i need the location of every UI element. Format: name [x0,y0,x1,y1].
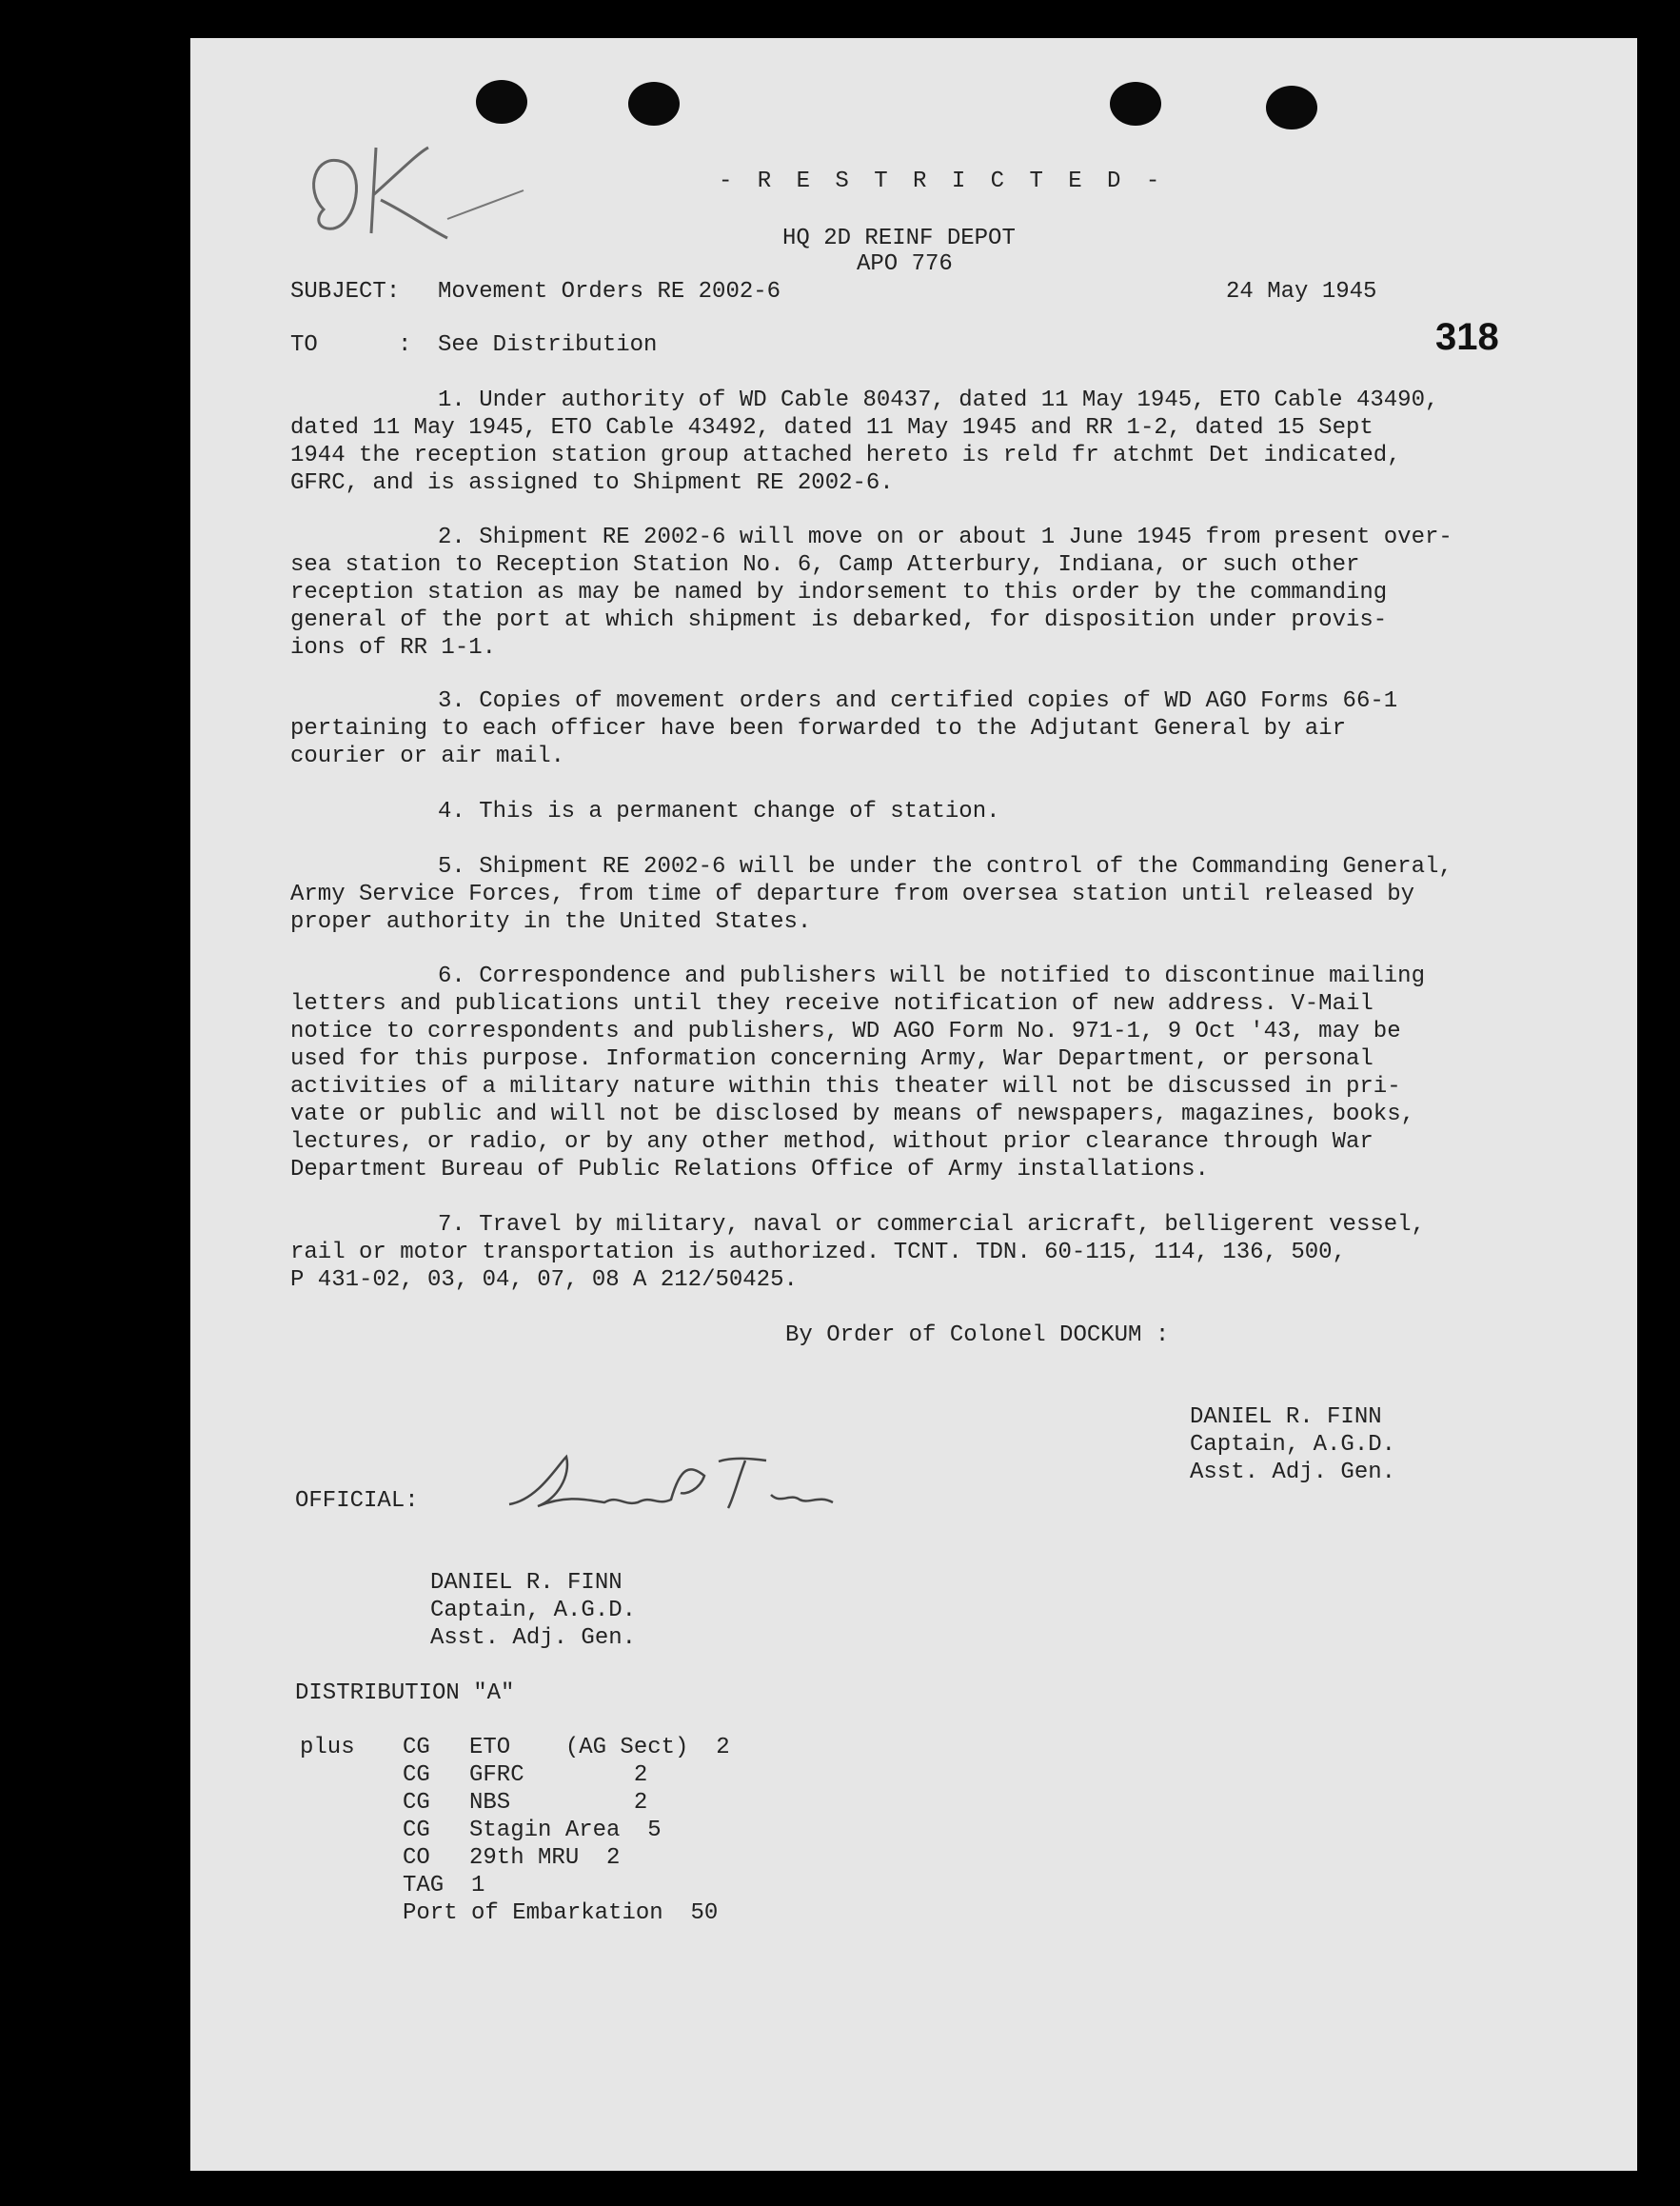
distribution-list [300,1735,738,1928]
distribution-cell: Port of Embarkation 50 [403,1900,719,1926]
paragraph-5: 5. Shipment RE 2002-6 will be under the control of the Commanding General, Army Service Forces, from time of departure from oversea station until released by proper authority in the United States. [290,854,1453,935]
distribution-row [300,1900,738,1928]
punch-hole [1110,82,1161,126]
subject-text: Movement Orders RE 2002-6 [438,279,781,305]
signer-title-official: Asst. Adj. Gen. [430,1625,637,1651]
by-order-line: By Order of Colonel DOCKUM : [785,1322,1170,1348]
distribution-cell: TAG 1 [403,1873,485,1898]
signature-text: Daniel R. Finn [500,1447,508,1448]
distribution-cell: ETO (AG Sect) 2 [469,1735,730,1760]
punch-hole [1266,86,1317,129]
distribution-cell: 29th MRU 2 [469,1845,621,1871]
distribution-row [300,1818,738,1845]
distribution-cell: CG [403,1790,430,1816]
to-label: TO [290,332,318,358]
ok-stamp [286,133,533,257]
distribution-cell: CG [403,1762,430,1788]
distribution-row [300,1735,738,1762]
distribution-row [300,1790,738,1818]
distribution-cell: CO [403,1845,430,1871]
official-label: OFFICIAL: [295,1488,419,1514]
order-date: 24 May 1945 [1226,279,1377,305]
paragraph-6: 6. Correspondence and publishers will be notified to discontinue mailing letters and publications until they receive notification of new address. V-Mail notice to correspondents and publishers, WD AGO Form No. 971-1, 9 Oct '43, may be used for this purpose. Information concerning Army, War Department, or personal activities of a military nature within this theater will not be discussed in pri- vate or public and will not be disclosed by means of newspapers, magazines, books, lectures, or radio, or by any other method, without prior clearance through War Department Bureau of Public Relations Office of Army installations. [290,964,1425,1182]
signer-name-right: DANIEL R. FINN [1190,1404,1382,1430]
distribution-cell [300,1762,403,1790]
distribution-row [300,1762,738,1790]
distribution-cell [300,1818,403,1845]
distribution-cell [300,1790,403,1818]
paragraph-7: 7. Travel by military, naval or commercial aricraft, belligerent vessel, rail or motor transportation is authorized. TCNT. TDN. 60-115, 114, 136, 500, P 431-02, 03, 04, 07, 08 A 212/50425. [290,1212,1425,1293]
distribution-row [300,1845,738,1873]
distribution-cell [300,1845,403,1873]
signature [500,1447,852,1523]
signer-rank-right: Captain, A.G.D. [1190,1432,1396,1458]
signer-rank-official: Captain, A.G.D. [430,1598,637,1623]
punch-hole [628,82,680,126]
distribution-title: DISTRIBUTION "A" [295,1680,515,1706]
distribution-cell [300,1900,403,1928]
distribution-cell [300,1873,403,1900]
distribution-cell: CG [403,1818,430,1843]
paragraph-2: 2. Shipment RE 2002-6 will move on or about 1 June 1945 from present over- sea station to Reception Station No. 6, Camp Atterbury, Indiana, or such other reception station as may be named by indorsement to this order by the commanding general of the port at which shipment is debarked, for disposition under provis- ions of RR 1-1. [290,525,1453,661]
distribution-row [300,1873,738,1900]
to-text: See Distribution [438,332,658,358]
distribution-cell: CG [403,1735,430,1760]
signer-title-right: Asst. Adj. Gen. [1190,1460,1396,1485]
distribution-cell: NBS 2 [469,1790,648,1816]
paragraph-3: 3. Copies of movement orders and certified copies of WD AGO Forms 66-1 pertaining to each officer have been forwarded to the Adjutant General by air courier or air mail. [290,688,1398,769]
distribution-cell: Stagin Area 5 [469,1818,662,1843]
ok-stamp-text: OK [286,133,287,134]
apo-number: APO 776 [857,251,953,277]
subject-label: SUBJECT: [290,279,401,305]
punch-hole [476,80,527,124]
page-number: 318 [1435,316,1499,358]
paragraph-4: 4. This is a permanent change of station. [438,799,1000,825]
to-colon: : [398,332,412,358]
classification-header: - R E S T R I C T E D - [719,169,1166,194]
distribution-cell: GFRC 2 [469,1762,648,1788]
paragraph-1: 1. Under authority of WD Cable 80437, dated 11 May 1945, ETO Cable 43490, dated 11 May 1945, ETO Cable 43492, dated 11 May 1945 and RR 1-2, dated 15 Sept 1944 the reception station group attached hereto is reld fr atchmt Det indicated, GFRC, and is assigned to Shipment RE 2002-6. [290,388,1439,496]
signer-name-official: DANIEL R. FINN [430,1570,623,1596]
unit-name: HQ 2D REINF DEPOT [782,226,1016,251]
distribution-cell: plus [300,1735,355,1760]
